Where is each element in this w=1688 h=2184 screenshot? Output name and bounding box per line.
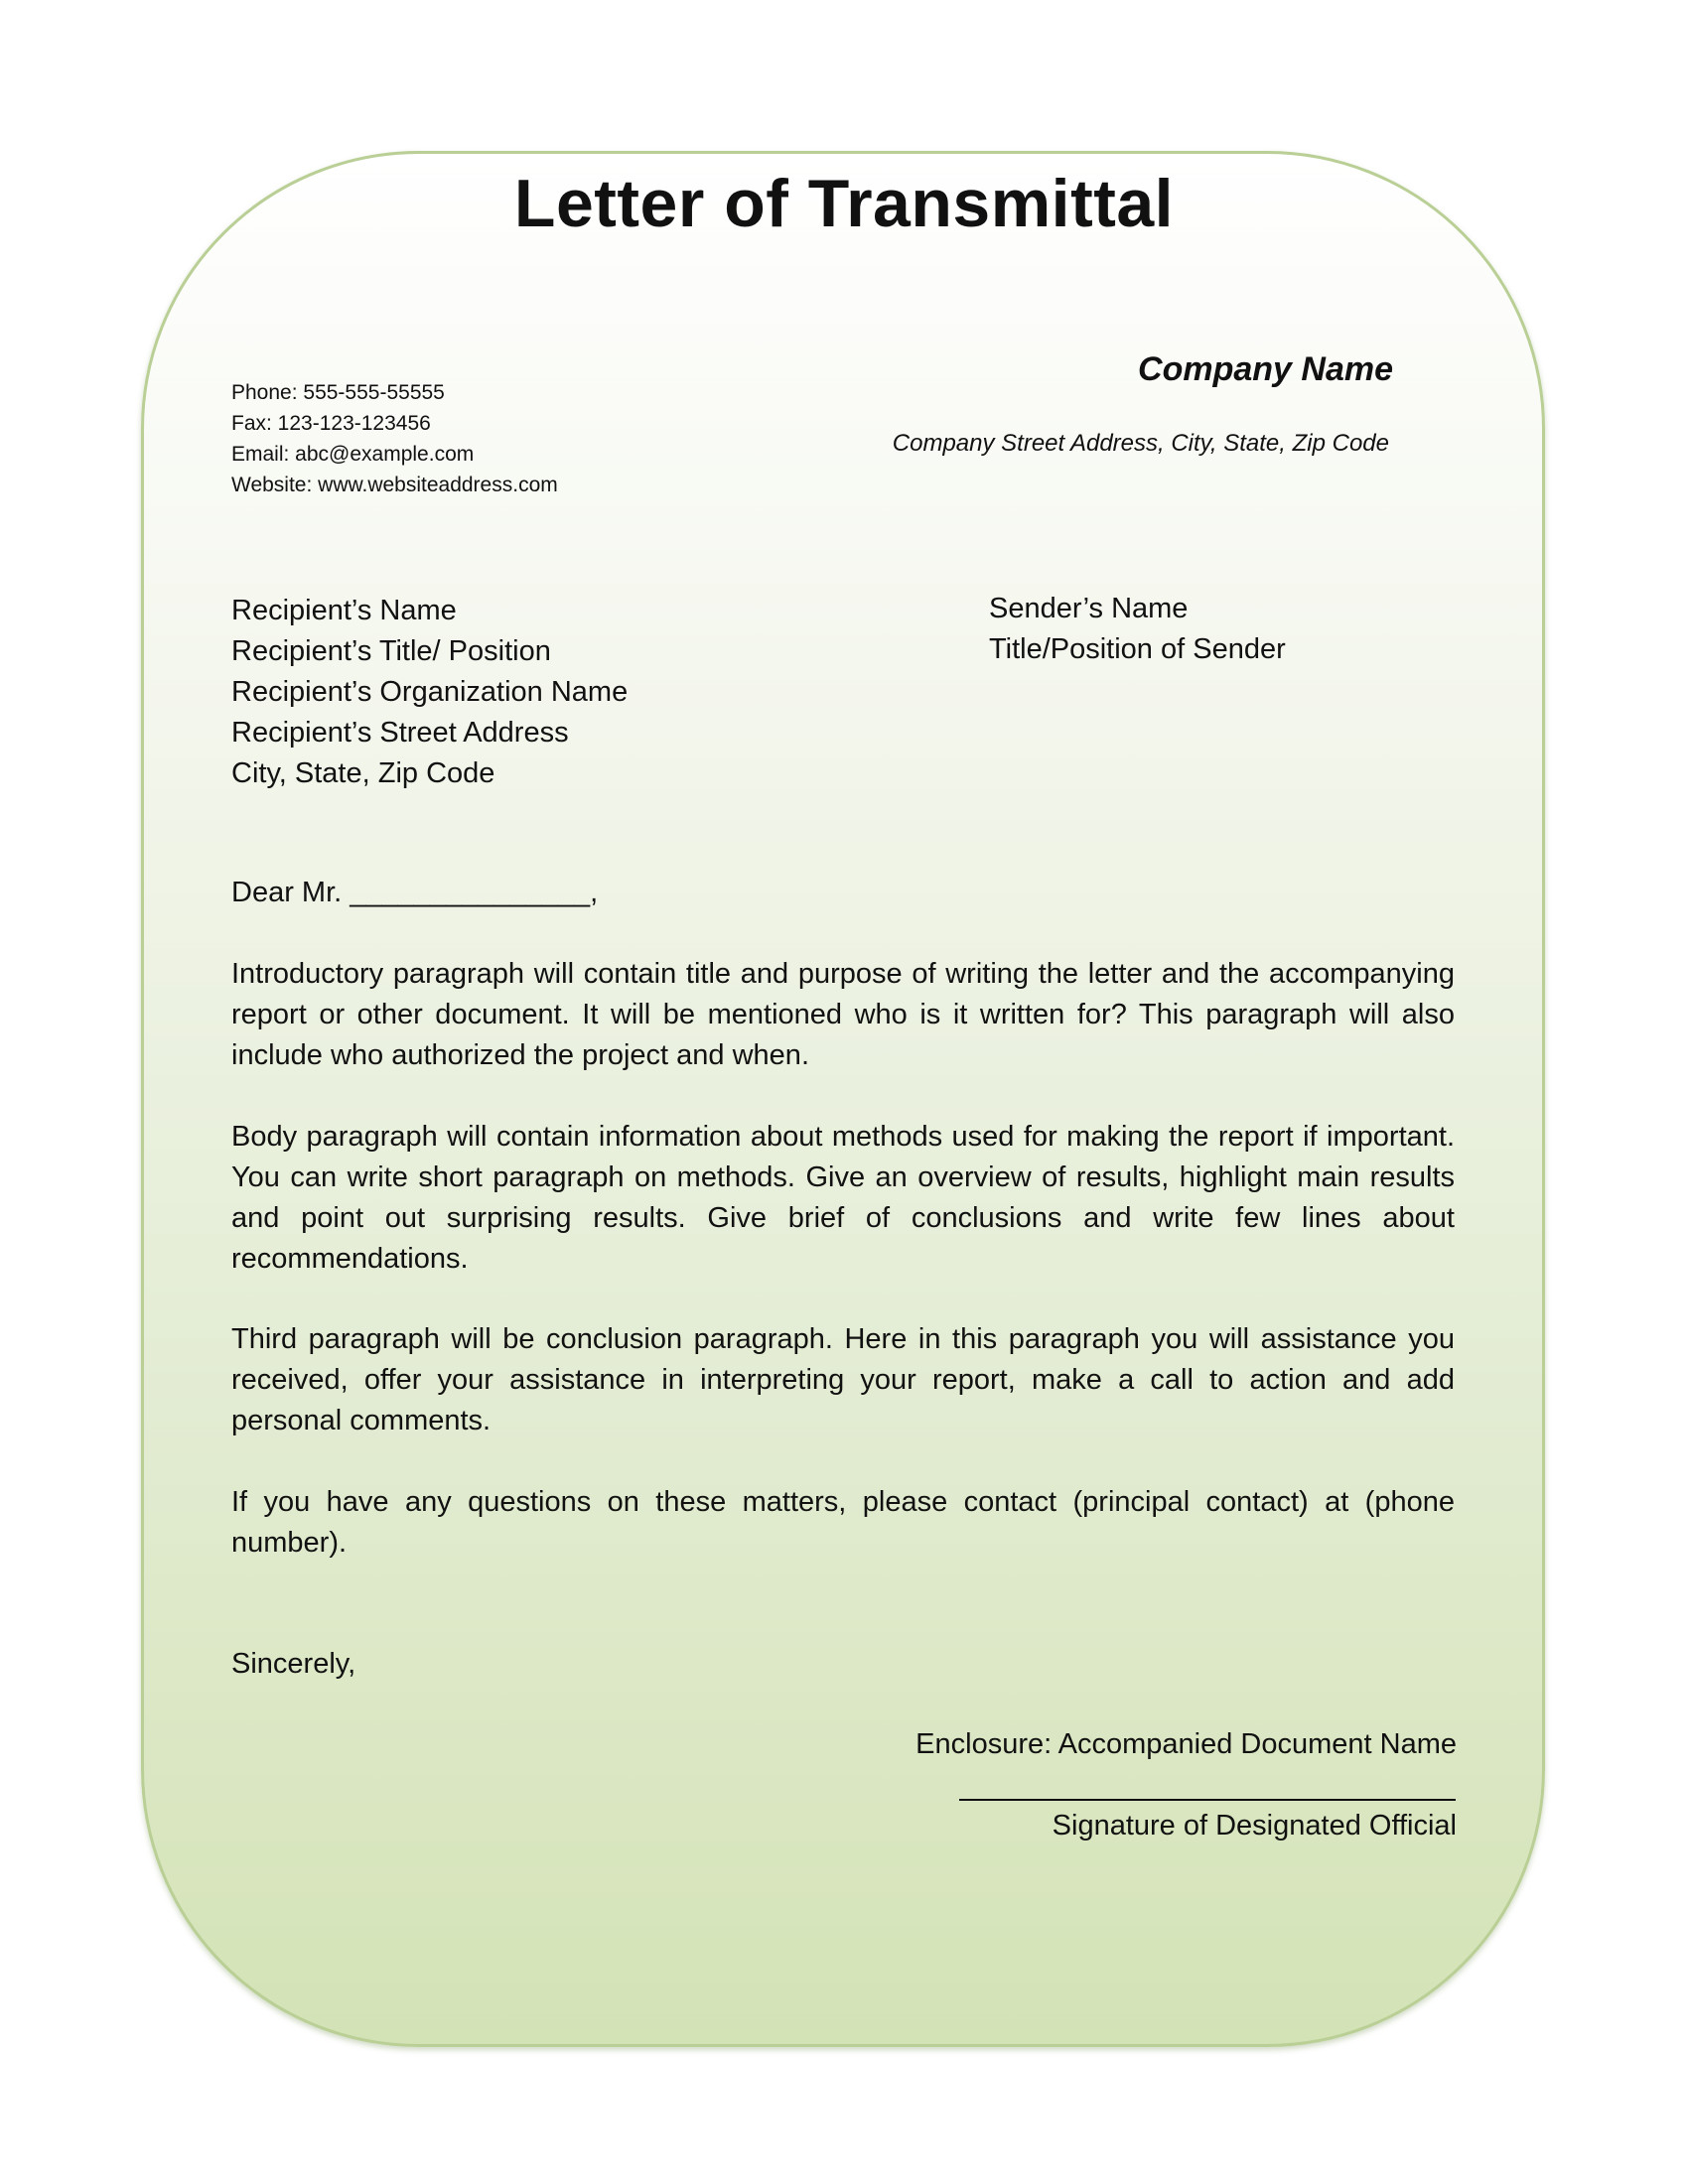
signature-label: Signature of Designated Official bbox=[1052, 1810, 1457, 1842]
recipient-block bbox=[231, 591, 628, 794]
contact-fax: Fax: 123-123-123456 bbox=[231, 412, 431, 435]
company-address: Company Street Address, City, State, Zip Code bbox=[892, 430, 1389, 457]
sender-block bbox=[989, 589, 1286, 670]
contact-email: Email: abc@example.com bbox=[231, 443, 475, 466]
intro-paragraph: Introductory paragraph will contain title and purpose of writing the letter and the accompanying report or other document. It will be mentioned who is it written for? This paragraph will also include who authorized the project and when. bbox=[231, 958, 1455, 1071]
recipient-title: Recipient’s Title/ Position bbox=[231, 635, 551, 667]
contact-block bbox=[231, 377, 558, 500]
sender-name: Sender’s Name bbox=[989, 593, 1189, 624]
signature-rule bbox=[959, 1799, 1456, 1801]
contact-paragraph: If you have any questions on these matters, please contact (principal contact) at (phone number). bbox=[231, 1486, 1455, 1559]
recipient-organization: Recipient’s Organization Name bbox=[231, 676, 629, 708]
conclusion-paragraph: Third paragraph will be conclusion paragraph. Here in this paragraph you will assistance you received, offer your assistance in interpreting your report, make a call to action and add personal comments. bbox=[231, 1323, 1455, 1436]
sender-title: Title/Position of Sender bbox=[989, 633, 1286, 665]
enclosure-line: Enclosure: Accompanied Document Name bbox=[915, 1728, 1457, 1760]
body-paragraph: Body paragraph will contain information about methods used for making the report if important. You can write short paragraph on methods. Give an overview of results, highlight main results and point out surprising results. Give brief of conclusions and write few lines about recommendations. bbox=[231, 1121, 1455, 1275]
recipient-street: Recipient’s Street Address bbox=[231, 717, 569, 749]
salutation: Dear Mr. _______________, bbox=[231, 877, 599, 908]
recipient-city: City, State, Zip Code bbox=[231, 757, 495, 789]
recipient-name: Recipient’s Name bbox=[231, 595, 457, 626]
page-title: Letter of Transmittal bbox=[513, 166, 1175, 241]
company-name: Company Name bbox=[1138, 350, 1393, 388]
closing: Sincerely, bbox=[231, 1648, 356, 1680]
contact-website: Website: www.websiteaddress.com bbox=[231, 474, 558, 496]
contact-phone: Phone: 555-555-55555 bbox=[231, 381, 445, 404]
